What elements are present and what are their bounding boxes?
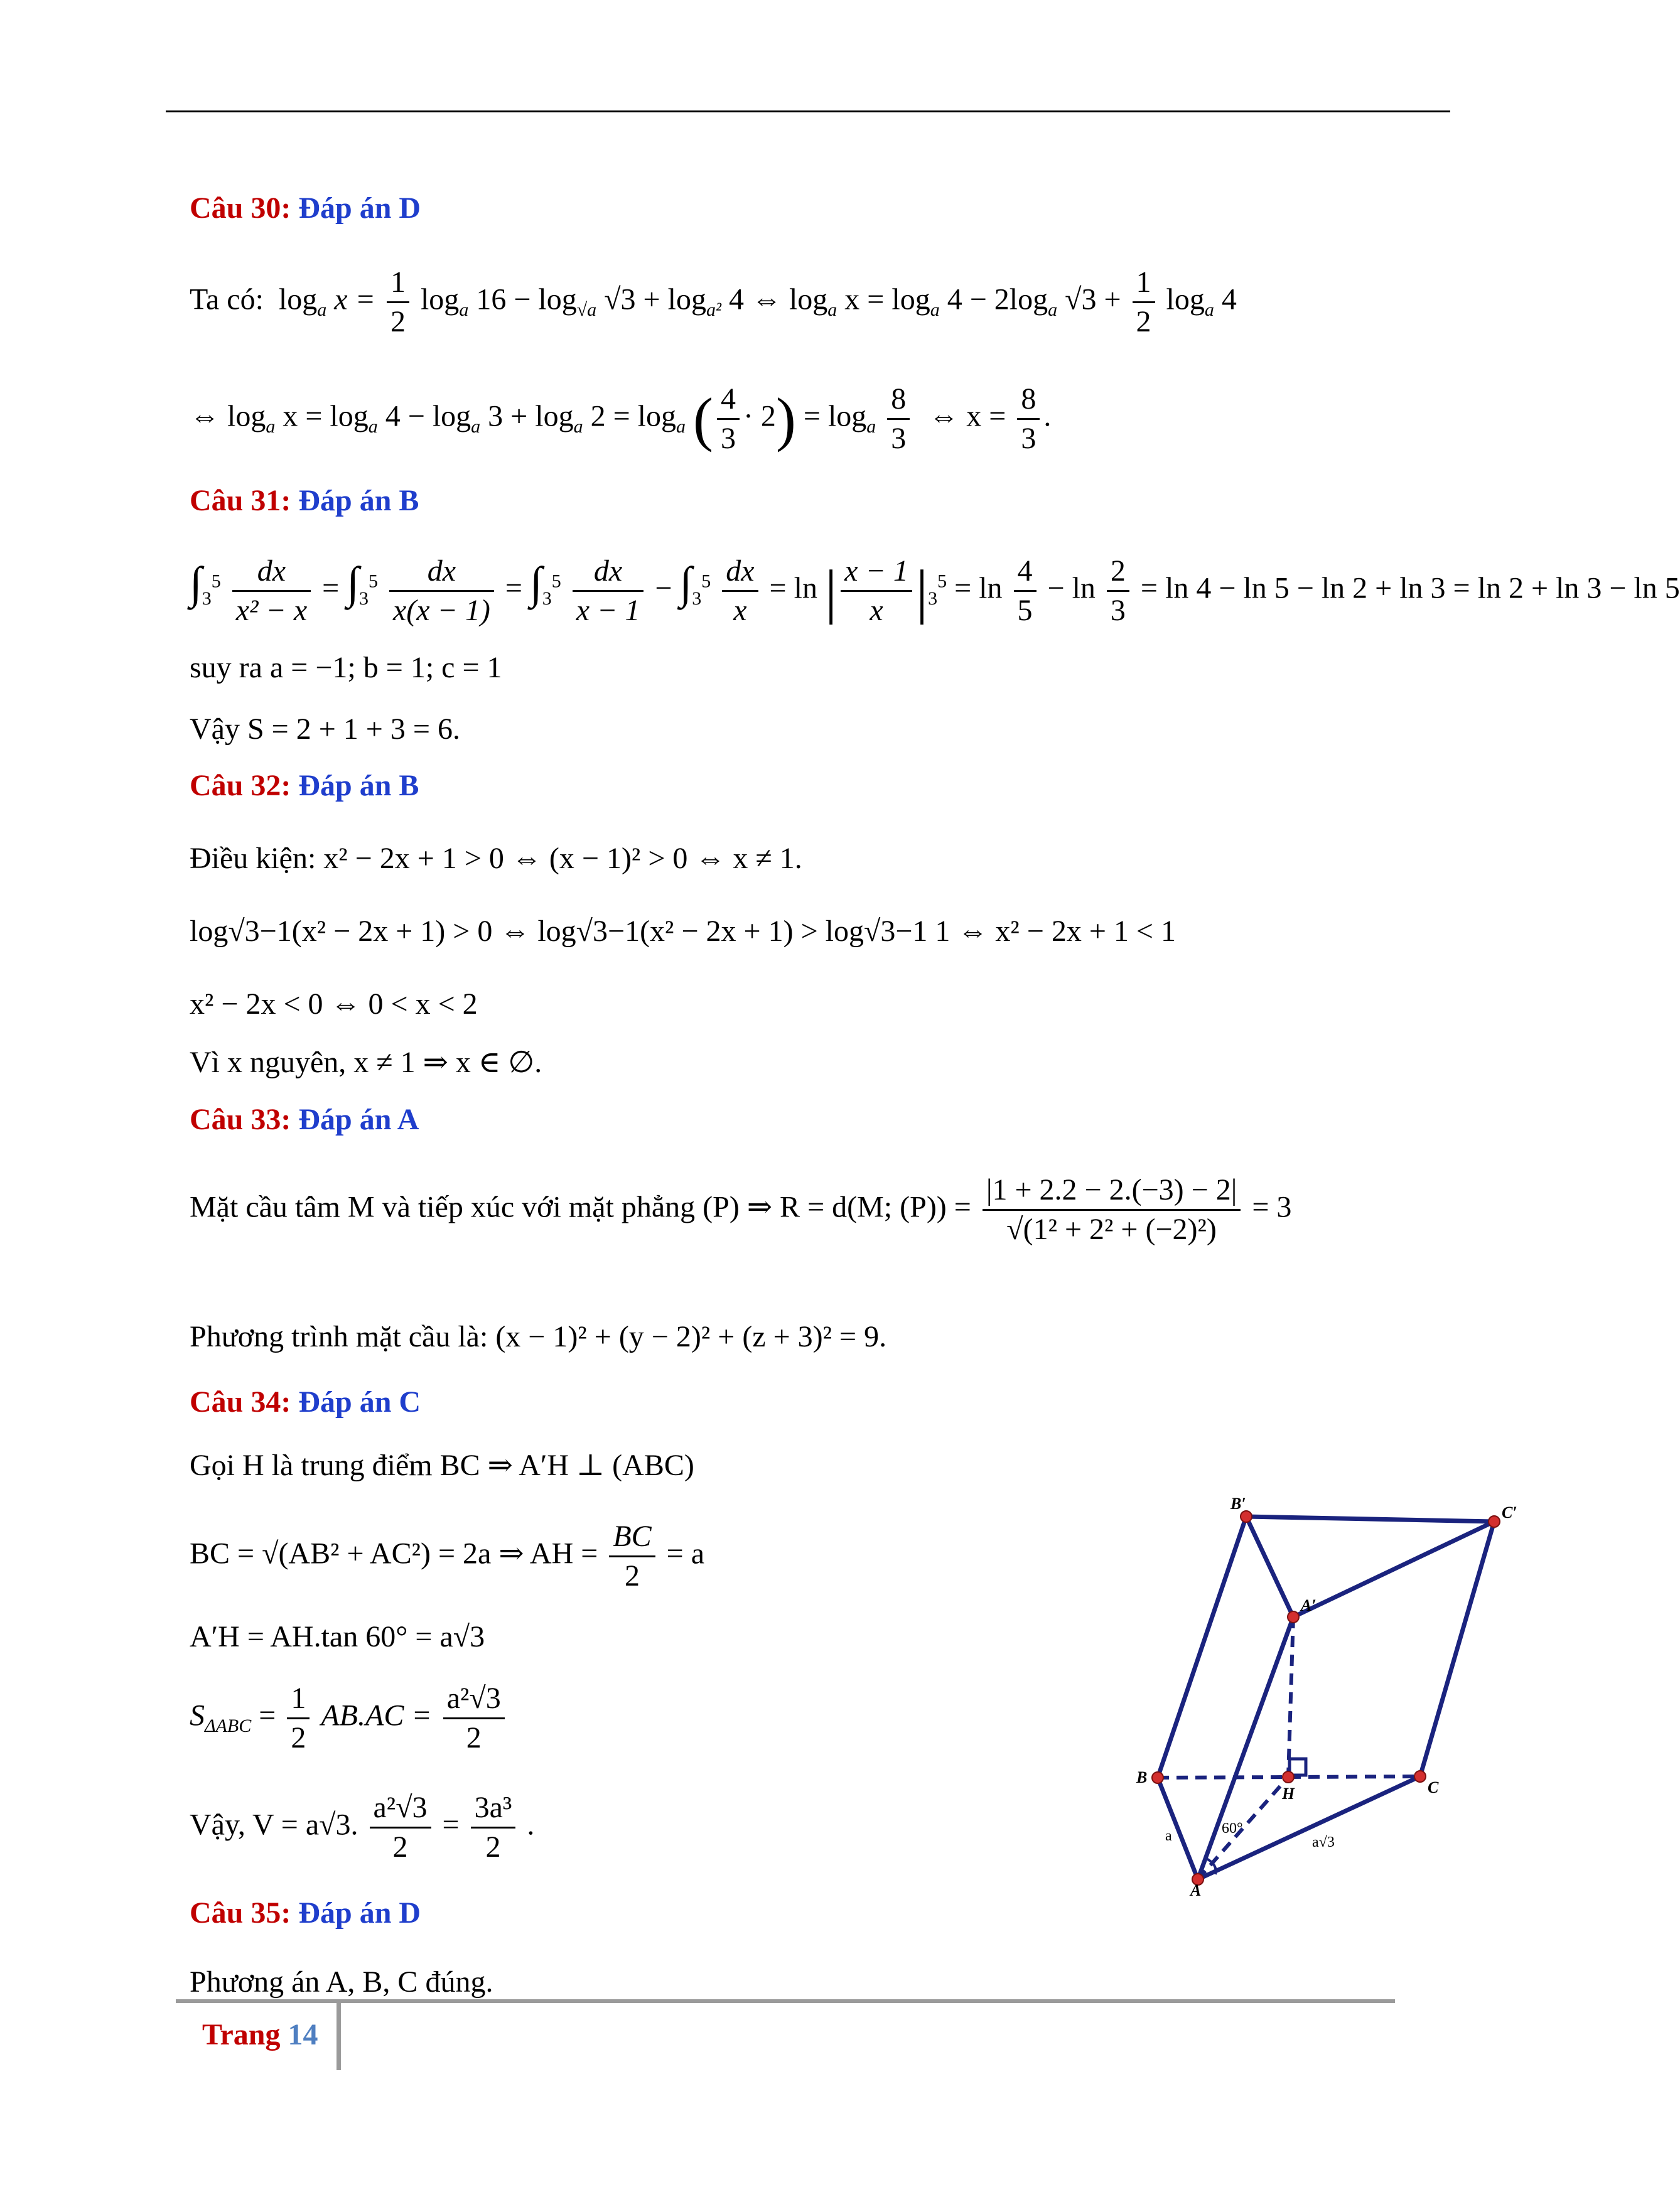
q31-line-1: $\int_3^5$ $\frac{dx}{\text{x² − x}}$ = $\int_3^5$ $\frac{dx}{x(x - 1)}$ = $\int_3^5$ $\frac{dx}{x - 1}$ − $\int_3^5$ $\frac{dx}{x}$ = ln | $\frac{x - 1}{x}$ $|_3^5 = \ln$ $\frac{4}{5}$ − ln $\frac{2}{3}$ = ln 4 − ln 5 − ln 2 + ln 3 = ln 2 + ln 3 − ln 5 <box>190 552 1680 630</box>
label-a: A <box>1190 1881 1202 1899</box>
q30-line-2: ⇔ $\log_a x = \log_a 4 - \log_a 3 + \log_a 2 = \log_a$ ( $\frac{4}{3}$ · $2) = \log_a$ $\frac{8}{3}$ ⇔ x = $\frac{8}{3}$ . <box>190 380 1051 458</box>
q32-line-3: x² − 2x < 0 ⇔ 0 < x < 2 <box>190 987 478 1021</box>
edge-a-h-hidden <box>1198 1777 1288 1879</box>
q34-line-3: A′H = AH.tan 60° = a√3 <box>190 1620 485 1653</box>
q31-heading: Câu 31: Đáp án B <box>190 484 419 517</box>
q30-heading: Câu 30: Đáp án D <box>190 191 421 225</box>
label-side-a: a <box>1165 1828 1172 1844</box>
q33-heading: Câu 33: Đáp án A <box>190 1103 419 1136</box>
edge-b-a <box>1158 1778 1198 1879</box>
label-angle: 60° <box>1222 1820 1243 1837</box>
label-side-a3: a√3 <box>1312 1834 1335 1850</box>
label-bp: B′ <box>1230 1495 1246 1513</box>
q34-line-4: $S_{\Delta ABC}$ = $\frac{1}{2}$ AB.AC = $\frac{\text{a²√3}}{2}$ <box>190 1680 509 1757</box>
q31-line-3: Vậy S = 2 + 1 + 3 = 6. <box>190 712 460 746</box>
label-cp: C′ <box>1502 1503 1517 1522</box>
point-c <box>1414 1771 1426 1782</box>
q34-heading: Câu 34: Đáp án C <box>190 1385 421 1419</box>
q32-line-4: Vì x nguyên, x ≠ 1 ⇒ x ∈ ∅. <box>190 1046 542 1079</box>
footer-bar <box>337 2002 341 2070</box>
point-ap <box>1288 1611 1299 1623</box>
edge-bp-ap <box>1246 1517 1293 1617</box>
label-b: B <box>1136 1768 1148 1786</box>
point-cp <box>1489 1516 1500 1527</box>
edge-ap-cp <box>1293 1522 1494 1617</box>
q34-line-1: Gọi H là trung điểm BC ⇒ A′H ⊥ (ABC) <box>190 1449 694 1482</box>
page-number: Trang 14 <box>202 2018 318 2051</box>
q35-heading: Câu 35: Đáp án D <box>190 1896 421 1930</box>
page-footer <box>182 2002 338 2070</box>
edge-ap-h-hidden <box>1288 1617 1293 1777</box>
edge-cp-c <box>1420 1522 1494 1776</box>
q33-line-2: Phương trình mặt cầu là: (x − 1)² + (y − 2)² + (z + 3)² = 9. <box>190 1320 887 1353</box>
point-b <box>1152 1772 1163 1783</box>
edge-bp-b <box>1158 1517 1246 1778</box>
q34-line-5: Vậy, V = a√3. $\frac{\text{a²√3}}{2}$ = $\frac{\text{3a³}}{2}$ . <box>190 1789 534 1866</box>
label-h: H <box>1282 1785 1295 1803</box>
edge-bp-cp <box>1246 1517 1494 1522</box>
q35-line-1: Phương án A, B, C đúng. <box>190 1965 493 1999</box>
q32-line-1: Điều kiện: x² − 2x + 1 > 0 ⇔ (x − 1)² > 0 ⇔ x ≠ 1. <box>190 842 802 875</box>
q34-line-2: BC = √(AB² + AC²) = 2a ⇒ AH = $\frac{BC}{2}$ = a <box>190 1518 704 1595</box>
prism-figure <box>1117 1494 1544 1899</box>
footer-rule <box>176 1999 1395 2003</box>
q30-line-1: Ta có: $\log_a x$ = $\frac{1}{2}$ $\log_a 16 - \log_{√a} √3 + \log_{a^2} 4$ ⇔ $\log_a x = \log_a 4 - 2\log_a$ √3 + $\frac{1}{2}$ $\log_a 4$ <box>190 264 1237 341</box>
q31-line-2: suy ra a = −1; b = 1; c = 1 <box>190 651 502 684</box>
point-h <box>1283 1771 1294 1783</box>
header-rule <box>166 110 1450 112</box>
label-ap: A′ <box>1301 1596 1317 1614</box>
q32-heading: Câu 32: Đáp án B <box>190 769 419 802</box>
label-c: C <box>1428 1778 1439 1797</box>
q33-line-1: Mặt cầu tâm M và tiếp xúc với mặt phẳng (P) ⇒ R = d(M; (P)) = $\frac{|1 + 2.2 - 2.(-3) - 2|}{\text{√(1² + 2² + (−2)²)}}$ = 3 <box>190 1171 1291 1249</box>
q32-line-2: log√3−1(x² − 2x + 1) > 0 ⇔ log√3−1(x² − 2x + 1) > log√3−1 1 ⇔ x² − 2x + 1 < 1 <box>190 915 1176 948</box>
